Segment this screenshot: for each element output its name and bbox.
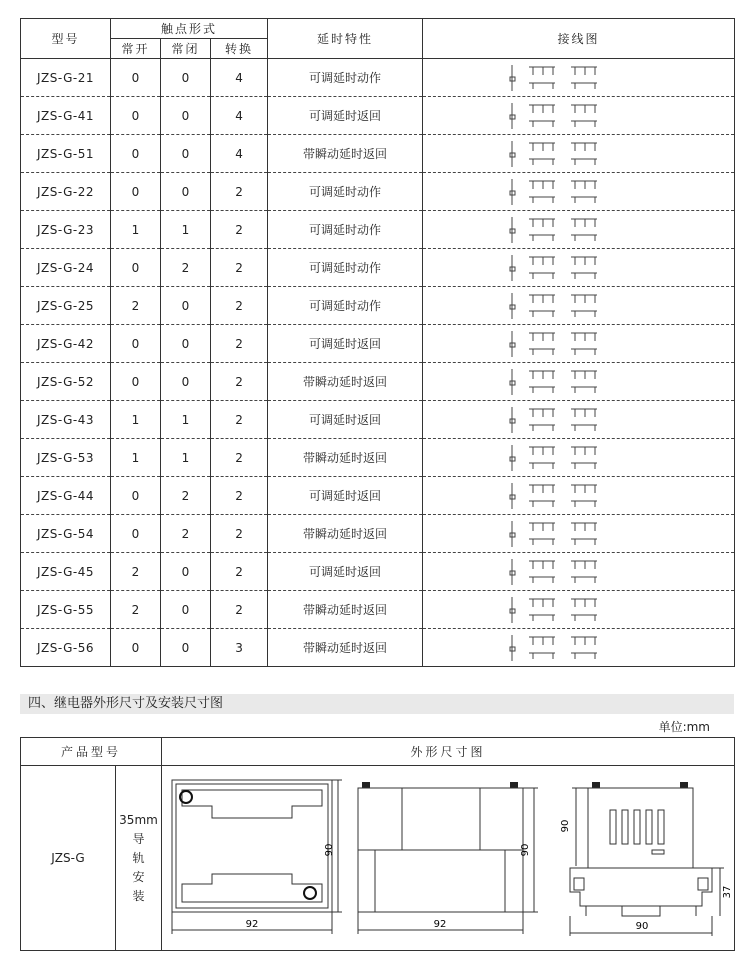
nc-cell: 0 xyxy=(161,135,211,173)
section-title: 四、继电器外形尺寸及安装尺寸图 xyxy=(20,694,734,714)
table-row xyxy=(21,629,735,667)
front-view-drawing xyxy=(162,766,347,950)
mount-text-0: 35mm xyxy=(119,812,158,827)
nc-cell: 2 xyxy=(161,477,211,515)
wiring-diagram xyxy=(509,213,649,247)
table-row xyxy=(21,135,735,173)
wiring-cell xyxy=(423,97,735,135)
nc-cell: 0 xyxy=(161,553,211,591)
wiring-diagram xyxy=(509,327,649,361)
rail-height-label: 90 xyxy=(560,819,572,833)
changeover-cell: 2 xyxy=(211,211,268,249)
delay-cell: 带瞬动延时返回 xyxy=(268,439,423,477)
no-cell: 0 xyxy=(111,173,161,211)
header-nc: 常闭 xyxy=(161,39,211,59)
delay-cell: 可调延时返回 xyxy=(268,477,423,515)
rail-width-label: 90 xyxy=(635,921,649,932)
table-row xyxy=(21,591,735,629)
wiring-diagram xyxy=(509,479,649,513)
dim-header-drawing: 外形尺寸图 xyxy=(162,738,735,766)
wiring-diagram xyxy=(509,251,649,285)
wiring-cell xyxy=(423,59,735,97)
changeover-cell: 2 xyxy=(211,363,268,401)
model-cell: JZS-G-44 xyxy=(21,477,111,515)
header-delay: 延时特性 xyxy=(268,19,423,59)
no-cell: 0 xyxy=(111,325,161,363)
unit-label: 单位:mm xyxy=(658,720,710,734)
table-row xyxy=(21,363,735,401)
wiring-cell xyxy=(423,439,735,477)
no-cell: 0 xyxy=(111,515,161,553)
changeover-cell: 4 xyxy=(211,97,268,135)
nc-cell: 2 xyxy=(161,515,211,553)
header-contact-form: 触点形式 xyxy=(111,19,268,39)
nc-cell: 2 xyxy=(161,249,211,287)
delay-cell: 带瞬动延时返回 xyxy=(268,363,423,401)
wiring-diagram xyxy=(509,175,649,209)
table-row xyxy=(21,401,735,439)
delay-cell: 可调延时动作 xyxy=(268,249,423,287)
nc-cell: 1 xyxy=(161,401,211,439)
nc-cell: 0 xyxy=(161,59,211,97)
model-cell: JZS-G-21 xyxy=(21,59,111,97)
delay-cell: 可调延时动作 xyxy=(268,173,423,211)
table-row xyxy=(21,439,735,477)
model-cell: JZS-G-56 xyxy=(21,629,111,667)
wiring-diagram xyxy=(509,137,649,171)
delay-cell: 可调延时动作 xyxy=(268,287,423,325)
nc-cell: 0 xyxy=(161,363,211,401)
model-cell: JZS-G-25 xyxy=(21,287,111,325)
header-model: 型号 xyxy=(21,19,111,59)
wiring-cell xyxy=(423,629,735,667)
model-cell: JZS-G-24 xyxy=(21,249,111,287)
wiring-diagram xyxy=(509,631,649,665)
delay-cell: 带瞬动延时返回 xyxy=(268,591,423,629)
nc-cell: 1 xyxy=(161,211,211,249)
dim-mount xyxy=(116,766,162,951)
model-cell: JZS-G-53 xyxy=(21,439,111,477)
no-cell: 1 xyxy=(111,401,161,439)
no-cell: 2 xyxy=(111,287,161,325)
wiring-cell xyxy=(423,363,735,401)
mount-text-1: 导 xyxy=(132,831,145,846)
nc-cell: 1 xyxy=(161,439,211,477)
nc-cell: 0 xyxy=(161,591,211,629)
no-cell: 1 xyxy=(111,439,161,477)
side-height-label: 90 xyxy=(520,843,532,857)
changeover-cell: 2 xyxy=(211,553,268,591)
table-row xyxy=(21,477,735,515)
delay-cell: 可调延时返回 xyxy=(268,325,423,363)
no-cell: 1 xyxy=(111,211,161,249)
wiring-cell xyxy=(423,515,735,553)
model-cell: JZS-G-52 xyxy=(21,363,111,401)
model-cell: JZS-G-51 xyxy=(21,135,111,173)
nc-cell: 0 xyxy=(161,287,211,325)
table-row xyxy=(21,287,735,325)
wiring-diagram xyxy=(509,99,649,133)
wiring-cell xyxy=(423,287,735,325)
no-cell: 0 xyxy=(111,135,161,173)
relay-contact-table xyxy=(20,18,735,667)
nc-cell: 0 xyxy=(161,629,211,667)
model-cell: JZS-G-55 xyxy=(21,591,111,629)
dim-header-model: 产品型号 xyxy=(21,738,162,766)
wiring-diagram xyxy=(509,365,649,399)
no-cell: 0 xyxy=(111,59,161,97)
model-cell: JZS-G-22 xyxy=(21,173,111,211)
delay-cell: 带瞬动延时返回 xyxy=(268,135,423,173)
no-cell: 2 xyxy=(111,553,161,591)
nc-cell: 0 xyxy=(161,325,211,363)
changeover-cell: 2 xyxy=(211,477,268,515)
no-cell: 0 xyxy=(111,249,161,287)
dimension-table xyxy=(20,737,735,951)
no-cell: 0 xyxy=(111,477,161,515)
wiring-diagram xyxy=(509,61,649,95)
table-row xyxy=(21,59,735,97)
no-cell: 0 xyxy=(111,363,161,401)
nc-cell: 0 xyxy=(161,97,211,135)
wiring-cell xyxy=(423,401,735,439)
delay-cell: 可调延时返回 xyxy=(268,401,423,439)
no-cell: 0 xyxy=(111,629,161,667)
model-cell: JZS-G-23 xyxy=(21,211,111,249)
model-cell: JZS-G-43 xyxy=(21,401,111,439)
delay-cell: 可调延时返回 xyxy=(268,97,423,135)
changeover-cell: 2 xyxy=(211,515,268,553)
side-view-drawing xyxy=(350,766,550,950)
wiring-diagram xyxy=(509,289,649,323)
model-cell: JZS-G-54 xyxy=(21,515,111,553)
table-row xyxy=(21,249,735,287)
side-width-label: 92 xyxy=(433,919,447,930)
delay-cell: 可调延时动作 xyxy=(268,211,423,249)
table-row xyxy=(21,553,735,591)
wiring-cell xyxy=(423,477,735,515)
model-cell: JZS-G-42 xyxy=(21,325,111,363)
header-no: 常开 xyxy=(111,39,161,59)
delay-cell: 带瞬动延时返回 xyxy=(268,515,423,553)
table-row xyxy=(21,211,735,249)
delay-cell: 带瞬动延时返回 xyxy=(268,629,423,667)
wiring-diagram xyxy=(509,593,649,627)
wiring-cell xyxy=(423,325,735,363)
no-cell: 0 xyxy=(111,97,161,135)
changeover-cell: 2 xyxy=(211,401,268,439)
no-cell: 2 xyxy=(111,591,161,629)
wiring-cell xyxy=(423,553,735,591)
wiring-cell xyxy=(423,249,735,287)
changeover-cell: 2 xyxy=(211,325,268,363)
wiring-diagram xyxy=(509,441,649,475)
front-width-label: 92 xyxy=(245,919,259,930)
changeover-cell: 2 xyxy=(211,249,268,287)
table-row xyxy=(21,325,735,363)
dim-drawings xyxy=(162,766,735,951)
changeover-cell: 2 xyxy=(211,173,268,211)
dim-model: JZS-G xyxy=(21,766,116,951)
front-height-label: 90 xyxy=(324,843,336,857)
delay-cell: 可调延时返回 xyxy=(268,553,423,591)
wiring-cell xyxy=(423,173,735,211)
changeover-cell: 2 xyxy=(211,591,268,629)
wiring-diagram xyxy=(509,555,649,589)
model-cell: JZS-G-45 xyxy=(21,553,111,591)
nc-cell: 0 xyxy=(161,173,211,211)
delay-cell: 可调延时动作 xyxy=(268,59,423,97)
mount-text-3: 安 xyxy=(132,869,145,884)
rail-view-drawing xyxy=(552,766,735,950)
table-row xyxy=(21,515,735,553)
wiring-cell xyxy=(423,211,735,249)
header-wiring: 接线图 xyxy=(423,19,735,59)
wiring-cell xyxy=(423,591,735,629)
mount-text-2: 轨 xyxy=(132,850,145,865)
table-row xyxy=(21,173,735,211)
changeover-cell: 3 xyxy=(211,629,268,667)
mount-text-4: 装 xyxy=(132,888,145,903)
header-changeover: 转换 xyxy=(211,39,268,59)
wiring-diagram xyxy=(509,403,649,437)
changeover-cell: 4 xyxy=(211,59,268,97)
model-cell: JZS-G-41 xyxy=(21,97,111,135)
changeover-cell: 4 xyxy=(211,135,268,173)
wiring-diagram xyxy=(509,517,649,551)
changeover-cell: 2 xyxy=(211,287,268,325)
changeover-cell: 2 xyxy=(211,439,268,477)
wiring-cell xyxy=(423,135,735,173)
rail-depth-label: 37 xyxy=(722,885,734,899)
table-row xyxy=(21,97,735,135)
